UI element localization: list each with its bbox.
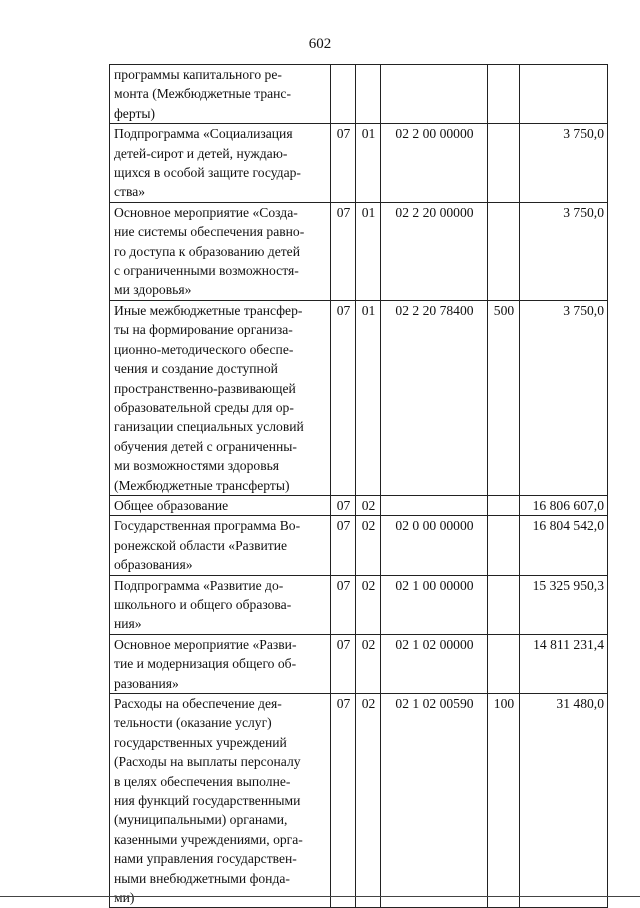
table-row	[110, 495, 608, 515]
subsection-code-cell: 01	[356, 124, 381, 203]
row-name-cell: Подпрограмма «Социализация детей-сирот и детей, нуждаю- щихся в особой защите государ- ства»	[110, 124, 331, 203]
amount-cell	[520, 65, 608, 124]
table-row	[110, 124, 608, 203]
expense-type-code-cell: 500	[488, 300, 520, 495]
amount-cell: 15 325 950,3	[520, 575, 608, 634]
amount-cell: 14 811 231,4	[520, 634, 608, 693]
row-name-cell: Общее образование	[110, 495, 331, 515]
budget-table	[109, 64, 608, 908]
amount-cell: 3 750,0	[520, 202, 608, 300]
row-name-cell: Иные межбюджетные трансфер- ты на формирование организа- ционно-методического обеспе- чения и создание доступной пространственно-развивающей образовательной среды для ор- ганизации специальных условий обучения детей с ограниченны- ми возможностями здоровья (Межбюджетные трансферты)	[110, 300, 331, 495]
subsection-code-cell: 01	[356, 202, 381, 300]
row-name-cell: Основное мероприятие «Созда- ние системы обеспечения равно- го доступа к образованию детей с ограниченными возможностя- ми здоровья»	[110, 202, 331, 300]
row-name-cell: Основное мероприятие «Разви- тие и модернизация общего об- разования»	[110, 634, 331, 693]
row-name-cell: Подпрограмма «Развитие до- школьного и общего образова- ния»	[110, 575, 331, 634]
row-name-cell: Государственная программа Во- ронежской области «Развитие образования»	[110, 516, 331, 575]
table-row	[110, 575, 608, 634]
page-bottom-rule	[0, 896, 640, 897]
section-code-cell: 07	[331, 516, 356, 575]
target-item-code-cell: 02 2 20 78400	[381, 300, 488, 495]
expense-type-code-cell	[488, 202, 520, 300]
target-item-code-cell: 02 0 00 00000	[381, 516, 488, 575]
table-row	[110, 634, 608, 693]
amount-cell: 3 750,0	[520, 300, 608, 495]
subsection-code-cell: 02	[356, 516, 381, 575]
expense-type-code-cell	[488, 124, 520, 203]
target-item-code-cell: 02 2 20 00000	[381, 202, 488, 300]
table-row	[110, 65, 608, 124]
section-code-cell: 07	[331, 495, 356, 515]
target-item-code-cell: 02 1 02 00000	[381, 634, 488, 693]
table-row	[110, 300, 608, 495]
table-row	[110, 516, 608, 575]
expense-type-code-cell	[488, 495, 520, 515]
subsection-code-cell: 02	[356, 575, 381, 634]
subsection-code-cell: 01	[356, 300, 381, 495]
expense-type-code-cell	[488, 634, 520, 693]
target-item-code-cell: 02 2 00 00000	[381, 124, 488, 203]
section-code-cell	[331, 65, 356, 124]
table-row	[110, 202, 608, 300]
subsection-code-cell	[356, 65, 381, 124]
section-code-cell: 07	[331, 300, 356, 495]
target-item-code-cell	[381, 495, 488, 515]
section-code-cell: 07	[331, 694, 356, 908]
target-item-code-cell: 02 1 02 00590	[381, 694, 488, 908]
table-row	[110, 694, 608, 908]
section-code-cell: 07	[331, 575, 356, 634]
section-code-cell: 07	[331, 124, 356, 203]
expense-type-code-cell: 100	[488, 694, 520, 908]
amount-cell: 31 480,0	[520, 694, 608, 908]
subsection-code-cell: 02	[356, 634, 381, 693]
subsection-code-cell: 02	[356, 694, 381, 908]
row-name-cell: программы капитального ре- монта (Межбюджетные транс- ферты)	[110, 65, 331, 124]
target-item-code-cell	[381, 65, 488, 124]
expense-type-code-cell	[488, 516, 520, 575]
amount-cell: 16 804 542,0	[520, 516, 608, 575]
expense-type-code-cell	[488, 65, 520, 124]
amount-cell: 3 750,0	[520, 124, 608, 203]
amount-cell: 16 806 607,0	[520, 495, 608, 515]
subsection-code-cell: 02	[356, 495, 381, 515]
row-name-cell: Расходы на обеспечение дея- тельности (оказание услуг) государственных учреждений (Расходы на выплаты персоналу в целях обеспечения выполне- ния функций государственными (муниципальными) органами, казенными учреждениями, орга- нами управления государствен- ными внебюджетными фонда- ми)	[110, 694, 331, 908]
target-item-code-cell: 02 1 00 00000	[381, 575, 488, 634]
page-number: 602	[308, 36, 332, 52]
budget-table-body	[110, 65, 608, 908]
section-code-cell: 07	[331, 634, 356, 693]
section-code-cell: 07	[331, 202, 356, 300]
expense-type-code-cell	[488, 575, 520, 634]
